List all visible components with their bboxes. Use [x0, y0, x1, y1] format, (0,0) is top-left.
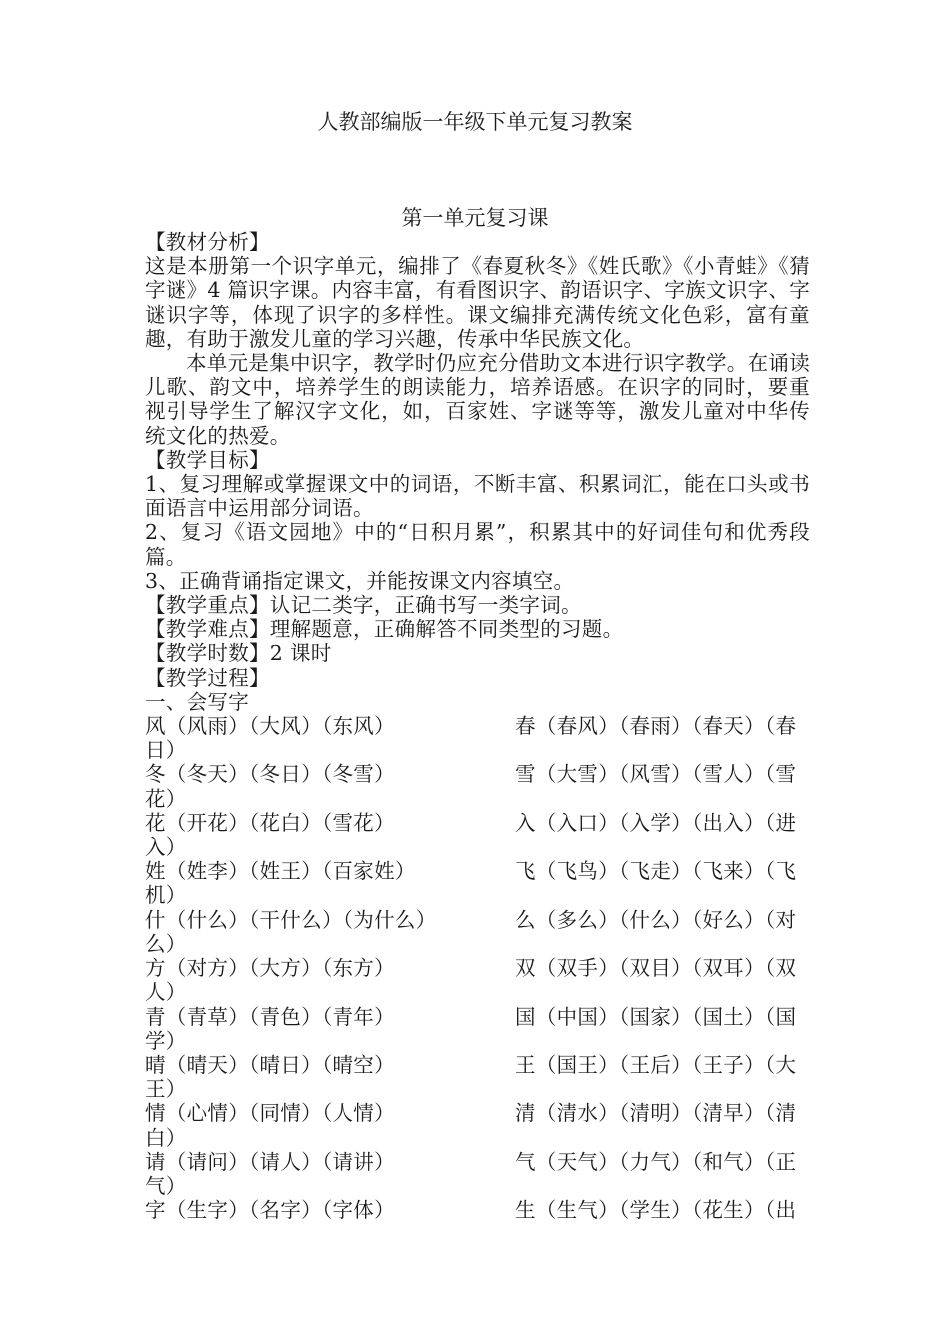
word-wrap: 日）: [145, 738, 187, 763]
word-right: 生（生气）（学生）（花生）（出: [515, 1198, 797, 1223]
word-left: 花（开花）（花白）（雪花）: [145, 810, 395, 835]
analysis-heading: 【教材分析】: [145, 230, 270, 254]
word-left: 晴（晴天）（晴日）（晴空）: [145, 1052, 395, 1077]
word-wrap: 气）: [145, 1173, 187, 1198]
word-right: 入（入口）（入学）（出入）（进: [515, 810, 797, 835]
word-right: 么（多么）（什么）（好么）（对: [515, 907, 797, 932]
write-heading: 一、会写字: [145, 689, 249, 714]
word-row: [145, 1150, 810, 1174]
word-row: [145, 1198, 810, 1222]
word-right: 国（中国）（国家）（国土）（国: [515, 1004, 797, 1029]
word-wrap: 王）: [145, 1077, 187, 1102]
word-row: [145, 714, 810, 738]
word-left: 字（生字）（名字）（字体）: [145, 1198, 395, 1223]
word-right: 王（国王）（王后）（王子）（大: [515, 1052, 797, 1077]
word-left: 风（风雨）（大风）（东风）: [145, 714, 395, 739]
word-row: [145, 1053, 810, 1077]
word-row: [145, 811, 810, 835]
word-row: [145, 1005, 810, 1029]
word-left: 情（心情）（同情）（人情）: [145, 1101, 395, 1126]
document-title: 人教部编版一年级下单元复习教案: [317, 110, 633, 134]
key-points: 【教学重点】认记二类字，正确书写一类字词。: [145, 593, 582, 618]
process-heading: 【教学过程】: [145, 665, 270, 690]
word-right: 雪（大雪）（风雪）（雪人）（雪: [515, 762, 797, 787]
goal-item: 3、正确背诵指定课文，并能按课文内容填空。: [145, 568, 575, 593]
word-wrap: 机）: [145, 883, 187, 908]
word-list: [145, 714, 810, 1222]
document-body: [145, 230, 810, 1222]
word-wrap: 学）: [145, 1028, 187, 1053]
word-wrap: 白）: [145, 1125, 187, 1150]
word-left: 姓（姓李）（姓王）（百家姓）: [145, 859, 416, 884]
word-right: 春（春风）（春雨）（春天）（春: [515, 714, 797, 739]
goals-heading: 【教学目标】: [145, 447, 270, 472]
word-row: [145, 859, 810, 883]
word-left: 方（对方）（大方）（东方）: [145, 956, 395, 981]
word-right: 双（双手）（双目）（双耳）（双: [515, 956, 797, 981]
analysis-paragraph-2: 本单元是集中识字，教学时仍应充分借助文本进行识字教学。在诵读儿歌、韵文中，培养学生的朗读能力，培养语感。在识字的同时，要重视引导学生了解汉字文化，如，百家姓、字谜等等，激发儿童对中华传统文化的热爱。: [145, 351, 810, 448]
word-wrap: 入）: [145, 835, 187, 860]
word-row: [145, 908, 810, 932]
word-row: [145, 762, 810, 786]
word-right: 飞（飞鸟）（飞走）（飞来）（飞: [515, 859, 797, 884]
word-left: 什（什么）（干什么）（为什么）: [145, 907, 437, 932]
teaching-hours: 【教学时数】2 课时: [145, 641, 332, 666]
goal-item: 2、复习《语文园地》中的“日积月累”，积累其中的好词佳句和优秀段篇。: [145, 520, 810, 569]
word-wrap: 人）: [145, 980, 187, 1005]
word-right: 清（清水）（清明）（清早）（清: [515, 1101, 797, 1126]
word-left: 请（请问）（请人）（请讲）: [145, 1149, 395, 1174]
word-wrap: 么）: [145, 931, 187, 956]
word-left: 青（青草）（青色）（青年）: [145, 1004, 395, 1029]
word-right: 气（天气）（力气）（和气）（正: [515, 1149, 797, 1174]
difficulties: 【教学难点】理解题意，正确解答不同类型的习题。: [145, 617, 624, 642]
word-left: 冬（冬天）（冬日）（冬雪）: [145, 762, 395, 787]
section-title: 第一单元复习课: [401, 206, 549, 230]
word-row: [145, 956, 810, 980]
goal-item: 1、复习理解或掌握课文中的词语，不断丰富、积累词汇，能在口头或书面语言中运用部分词语。: [145, 472, 810, 521]
word-row: [145, 1101, 810, 1125]
word-wrap: 花）: [145, 786, 187, 811]
analysis-paragraph-1: 这是本册第一个识字单元，编排了《春夏秋冬》《姓氏歌》《小青蛙》《猜字谜》4 篇识字课。内容丰富，有看图识字、韵语识字、字族文识字、字谜识字等，体现了识字的多样性。课文编排充满传统文化色彩，富有童趣，有助于激发儿童的学习兴趣，传承中华民族文化。: [145, 254, 810, 351]
